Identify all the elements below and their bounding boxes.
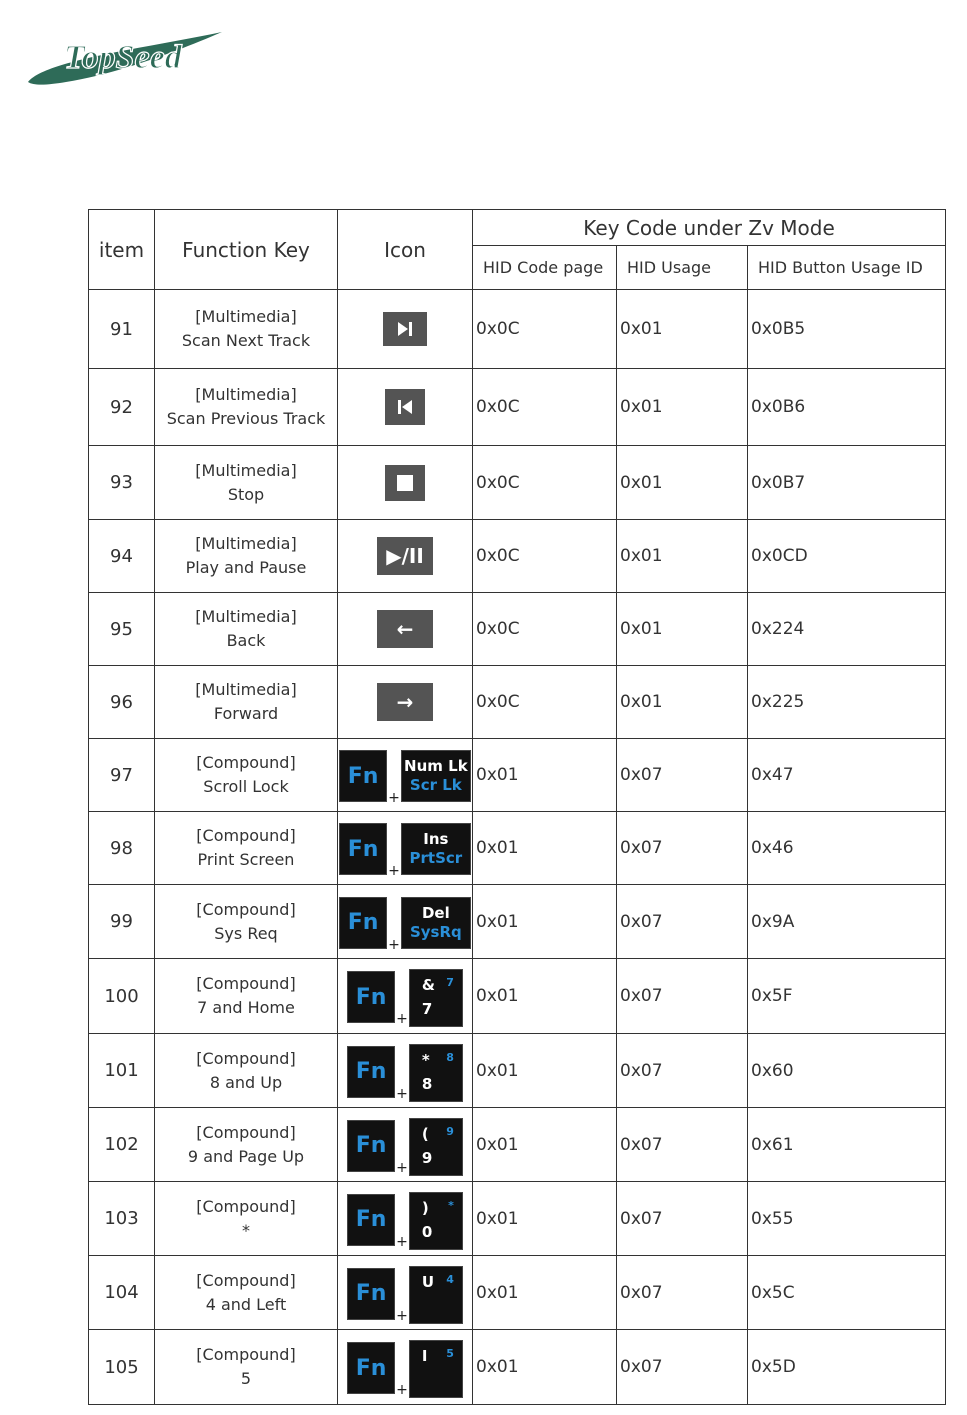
table-row (89, 1182, 946, 1256)
key-main-label: Del (421, 903, 450, 922)
function-category: [Compound] (196, 1270, 296, 1290)
plus-sign: + (388, 863, 400, 879)
table-row (89, 959, 946, 1034)
function-category: [Multimedia] (195, 534, 297, 553)
hid-usage-value: 0x07 (617, 1256, 748, 1330)
fn-key-icon: Fn (339, 750, 387, 802)
hid-code-page-value: 0x01 (473, 1108, 617, 1182)
hid-button-usage-id-value: 0x47 (748, 739, 946, 812)
plus-sign: + (388, 936, 400, 953)
table-row (89, 593, 946, 666)
hid-button-usage-id-value: 0x0B5 (748, 290, 946, 369)
item-number: 102 (89, 1108, 155, 1182)
eight-key-icon (409, 1044, 463, 1102)
hid-code-page-value: 0x01 (473, 739, 617, 812)
u-key-icon (409, 1266, 463, 1324)
hid-usage-value: 0x01 (617, 369, 748, 446)
icon-cell (338, 520, 473, 593)
function-key-cell (155, 959, 338, 1034)
key-bottom-label: 9 (421, 1148, 433, 1167)
hid-usage-value: 0x01 (617, 290, 748, 369)
delete-key-icon (401, 897, 471, 949)
function-key-cell (155, 446, 338, 520)
icon-cell (338, 1108, 473, 1182)
function-key-cell (155, 1182, 338, 1256)
hid-keycode-table (88, 209, 946, 1405)
fn-key-icon: Fn (347, 971, 395, 1023)
hid-usage-value: 0x01 (617, 446, 748, 520)
item-number: 93 (89, 446, 155, 520)
function-name: Scan Next Track (181, 331, 311, 350)
i-key-icon (409, 1340, 463, 1398)
hid-usage-value: 0x07 (617, 1108, 748, 1182)
function-name: 4 and Left (205, 1294, 287, 1314)
icon-cell (338, 290, 473, 369)
function-name: Back (226, 631, 266, 650)
table-row (89, 1256, 946, 1330)
plus-sign: + (388, 790, 400, 806)
key-main-label: Ins (423, 830, 449, 848)
header-hid-button-usage-id: HID Button Usage ID (748, 246, 946, 290)
hid-button-usage-id-value: 0x9A (748, 885, 946, 959)
table-row (89, 1034, 946, 1108)
plus-sign: + (396, 1382, 408, 1398)
hid-button-usage-id-value: 0x5C (748, 1256, 946, 1330)
hid-button-usage-id-value: 0x0B7 (748, 446, 946, 520)
hid-usage-value: 0x07 (617, 959, 748, 1034)
key-top-label: U (421, 1272, 435, 1291)
item-number: 96 (89, 666, 155, 739)
table-row (89, 520, 946, 593)
table-row (89, 885, 946, 959)
function-category: [Compound] (196, 826, 296, 845)
fn-key-icon: Fn (347, 1268, 395, 1320)
next-track-icon (383, 312, 427, 346)
hid-button-usage-id-value: 0x0B6 (748, 369, 946, 446)
plus-sign: + (396, 1011, 408, 1027)
icon-cell (338, 812, 473, 885)
item-number: 97 (89, 739, 155, 812)
function-category: [Compound] (196, 1048, 296, 1068)
key-blue-label: 9 (446, 1124, 454, 1138)
key-bottom-label: 8 (421, 1074, 433, 1093)
function-name: 7 and Home (197, 998, 295, 1017)
hid-usage-value: 0x01 (617, 593, 748, 666)
hid-button-usage-id-value: 0x0CD (748, 520, 946, 593)
fn-key-icon: Fn (347, 1046, 395, 1098)
table-row (89, 812, 946, 885)
header-hid-usage: HID Usage (617, 246, 748, 290)
function-key-cell (155, 1330, 338, 1405)
stop-icon (385, 465, 425, 501)
function-name: Print Screen (197, 850, 295, 869)
header-function-key: Function Key (155, 210, 338, 290)
item-number: 91 (89, 290, 155, 369)
fn-key-icon: Fn (347, 1342, 395, 1394)
forward-arrow-icon: → (377, 683, 433, 721)
hid-usage-value: 0x01 (617, 666, 748, 739)
hid-usage-value: 0x07 (617, 812, 748, 885)
function-name: Play and Pause (185, 558, 307, 577)
zero-key-icon (409, 1192, 463, 1250)
key-alt-label: PrtScr (409, 849, 463, 867)
icon-cell (338, 1256, 473, 1330)
key-blue-label: 5 (446, 1347, 454, 1360)
table-row (89, 1108, 946, 1182)
hid-button-usage-id-value: 0x225 (748, 666, 946, 739)
function-category: [Compound] (196, 1345, 296, 1364)
item-number: 103 (89, 1182, 155, 1256)
icon-cell (338, 885, 473, 959)
function-name: * (242, 1220, 250, 1240)
function-name: Stop (227, 484, 265, 504)
hid-code-page-value: 0x0C (473, 593, 617, 666)
function-key-cell (155, 1034, 338, 1108)
function-key-cell (155, 593, 338, 666)
plus-sign: + (396, 1307, 408, 1324)
nine-key-icon (409, 1118, 463, 1176)
fn-key-icon: Fn (339, 897, 387, 949)
header-key-code-group: Key Code under Zv Mode (473, 210, 946, 246)
fn-key-icon: Fn (347, 1194, 395, 1246)
key-blue-label: * (448, 1198, 454, 1212)
function-name: 9 and Page Up (187, 1146, 305, 1166)
icon-cell (338, 1034, 473, 1108)
fn-key-icon: Fn (347, 1120, 395, 1172)
function-category: [Compound] (196, 1196, 296, 1216)
previous-track-icon (385, 389, 425, 425)
item-number: 100 (89, 959, 155, 1034)
hid-code-page-value: 0x0C (473, 666, 617, 739)
key-blue-label: 7 (446, 976, 454, 989)
hid-code-page-value: 0x01 (473, 1330, 617, 1405)
hid-code-page-value: 0x0C (473, 520, 617, 593)
hid-code-page-value: 0x0C (473, 369, 617, 446)
function-key-cell (155, 666, 338, 739)
function-category: [Multimedia] (195, 460, 297, 480)
fn-key-icon: Fn (339, 823, 387, 875)
hid-code-page-value: 0x01 (473, 959, 617, 1034)
function-name: 5 (240, 1369, 252, 1388)
function-category: [Compound] (196, 899, 296, 919)
back-arrow-icon: ← (377, 610, 433, 648)
key-alt-label: Scr Lk (409, 776, 462, 794)
plus-sign: + (396, 1233, 408, 1250)
key-top-label: & (421, 976, 435, 994)
table-row (89, 739, 946, 812)
icon-cell (338, 959, 473, 1034)
function-category: [Compound] (196, 974, 296, 993)
function-category: [Multimedia] (195, 307, 297, 326)
hid-button-usage-id-value: 0x60 (748, 1034, 946, 1108)
icon-cell (338, 593, 473, 666)
function-key-cell (155, 520, 338, 593)
key-main-label: Num Lk (404, 757, 468, 775)
header-icon: Icon (338, 210, 473, 290)
hid-usage-value: 0x07 (617, 885, 748, 959)
function-name: Sys Req (214, 923, 278, 943)
icon-cell (338, 1182, 473, 1256)
function-category: [Compound] (196, 1122, 296, 1142)
hid-code-page-value: 0x0C (473, 446, 617, 520)
num-lock-key-icon (401, 750, 471, 802)
key-top-label: ( (421, 1124, 429, 1143)
item-number: 94 (89, 520, 155, 593)
hid-code-page-value: 0x01 (473, 1034, 617, 1108)
hid-button-usage-id-value: 0x5F (748, 959, 946, 1034)
header-hid-code-page: HID Code page (473, 246, 617, 290)
item-number: 92 (89, 369, 155, 446)
hid-usage-value: 0x07 (617, 739, 748, 812)
header-item: item (89, 210, 155, 290)
table-row (89, 369, 946, 446)
key-blue-label: 4 (446, 1272, 454, 1286)
hid-button-usage-id-value: 0x46 (748, 812, 946, 885)
function-key-cell (155, 369, 338, 446)
function-key-cell (155, 739, 338, 812)
key-alt-label: SysRq (409, 922, 462, 941)
function-key-cell (155, 290, 338, 369)
plus-sign: + (396, 1159, 408, 1176)
insert-key-icon (401, 823, 471, 875)
play-pause-icon: ▶/II (377, 537, 433, 575)
key-top-label: ) (421, 1198, 429, 1217)
plus-sign: + (396, 1085, 408, 1102)
key-blue-label: 8 (446, 1050, 454, 1064)
hid-code-page-value: 0x01 (473, 1256, 617, 1330)
function-name: Scan Previous Track (166, 409, 326, 428)
table-row (89, 666, 946, 739)
function-category: [Multimedia] (195, 680, 297, 699)
item-number: 95 (89, 593, 155, 666)
function-category: [Multimedia] (195, 385, 297, 404)
hid-code-page-value: 0x01 (473, 1182, 617, 1256)
icon-cell (338, 739, 473, 812)
hid-code-page-value: 0x01 (473, 885, 617, 959)
key-bottom-label: 7 (421, 1000, 433, 1018)
table-row (89, 446, 946, 520)
key-bottom-label: 0 (421, 1222, 433, 1241)
function-name: Forward (213, 704, 279, 723)
function-category: [Compound] (196, 753, 296, 772)
item-number: 104 (89, 1256, 155, 1330)
table-row (89, 1330, 946, 1405)
icon-cell (338, 666, 473, 739)
hid-button-usage-id-value: 0x5D (748, 1330, 946, 1405)
hid-usage-value: 0x07 (617, 1330, 748, 1405)
function-key-cell (155, 885, 338, 959)
function-key-cell (155, 1256, 338, 1330)
seven-key-icon (409, 969, 463, 1027)
function-key-cell (155, 812, 338, 885)
hid-code-page-value: 0x0C (473, 290, 617, 369)
hid-button-usage-id-value: 0x55 (748, 1182, 946, 1256)
svg-text:TopSeed: TopSeed (64, 39, 182, 76)
hid-usage-value: 0x07 (617, 1034, 748, 1108)
hid-usage-value: 0x07 (617, 1182, 748, 1256)
function-category: [Multimedia] (195, 607, 297, 626)
key-top-label: * (421, 1050, 430, 1069)
function-key-cell (155, 1108, 338, 1182)
hid-button-usage-id-value: 0x61 (748, 1108, 946, 1182)
item-number: 99 (89, 885, 155, 959)
item-number: 98 (89, 812, 155, 885)
function-name: Scroll Lock (203, 777, 289, 796)
table-row (89, 290, 946, 369)
hid-button-usage-id-value: 0x224 (748, 593, 946, 666)
hid-code-page-value: 0x01 (473, 812, 617, 885)
icon-cell (338, 446, 473, 520)
icon-cell (338, 1330, 473, 1405)
icon-cell (338, 369, 473, 446)
hid-usage-value: 0x01 (617, 520, 748, 593)
key-top-label: I (421, 1347, 428, 1365)
function-name: 8 and Up (209, 1072, 283, 1092)
item-number: 101 (89, 1034, 155, 1108)
topseed-logo (26, 30, 226, 90)
item-number: 105 (89, 1330, 155, 1405)
